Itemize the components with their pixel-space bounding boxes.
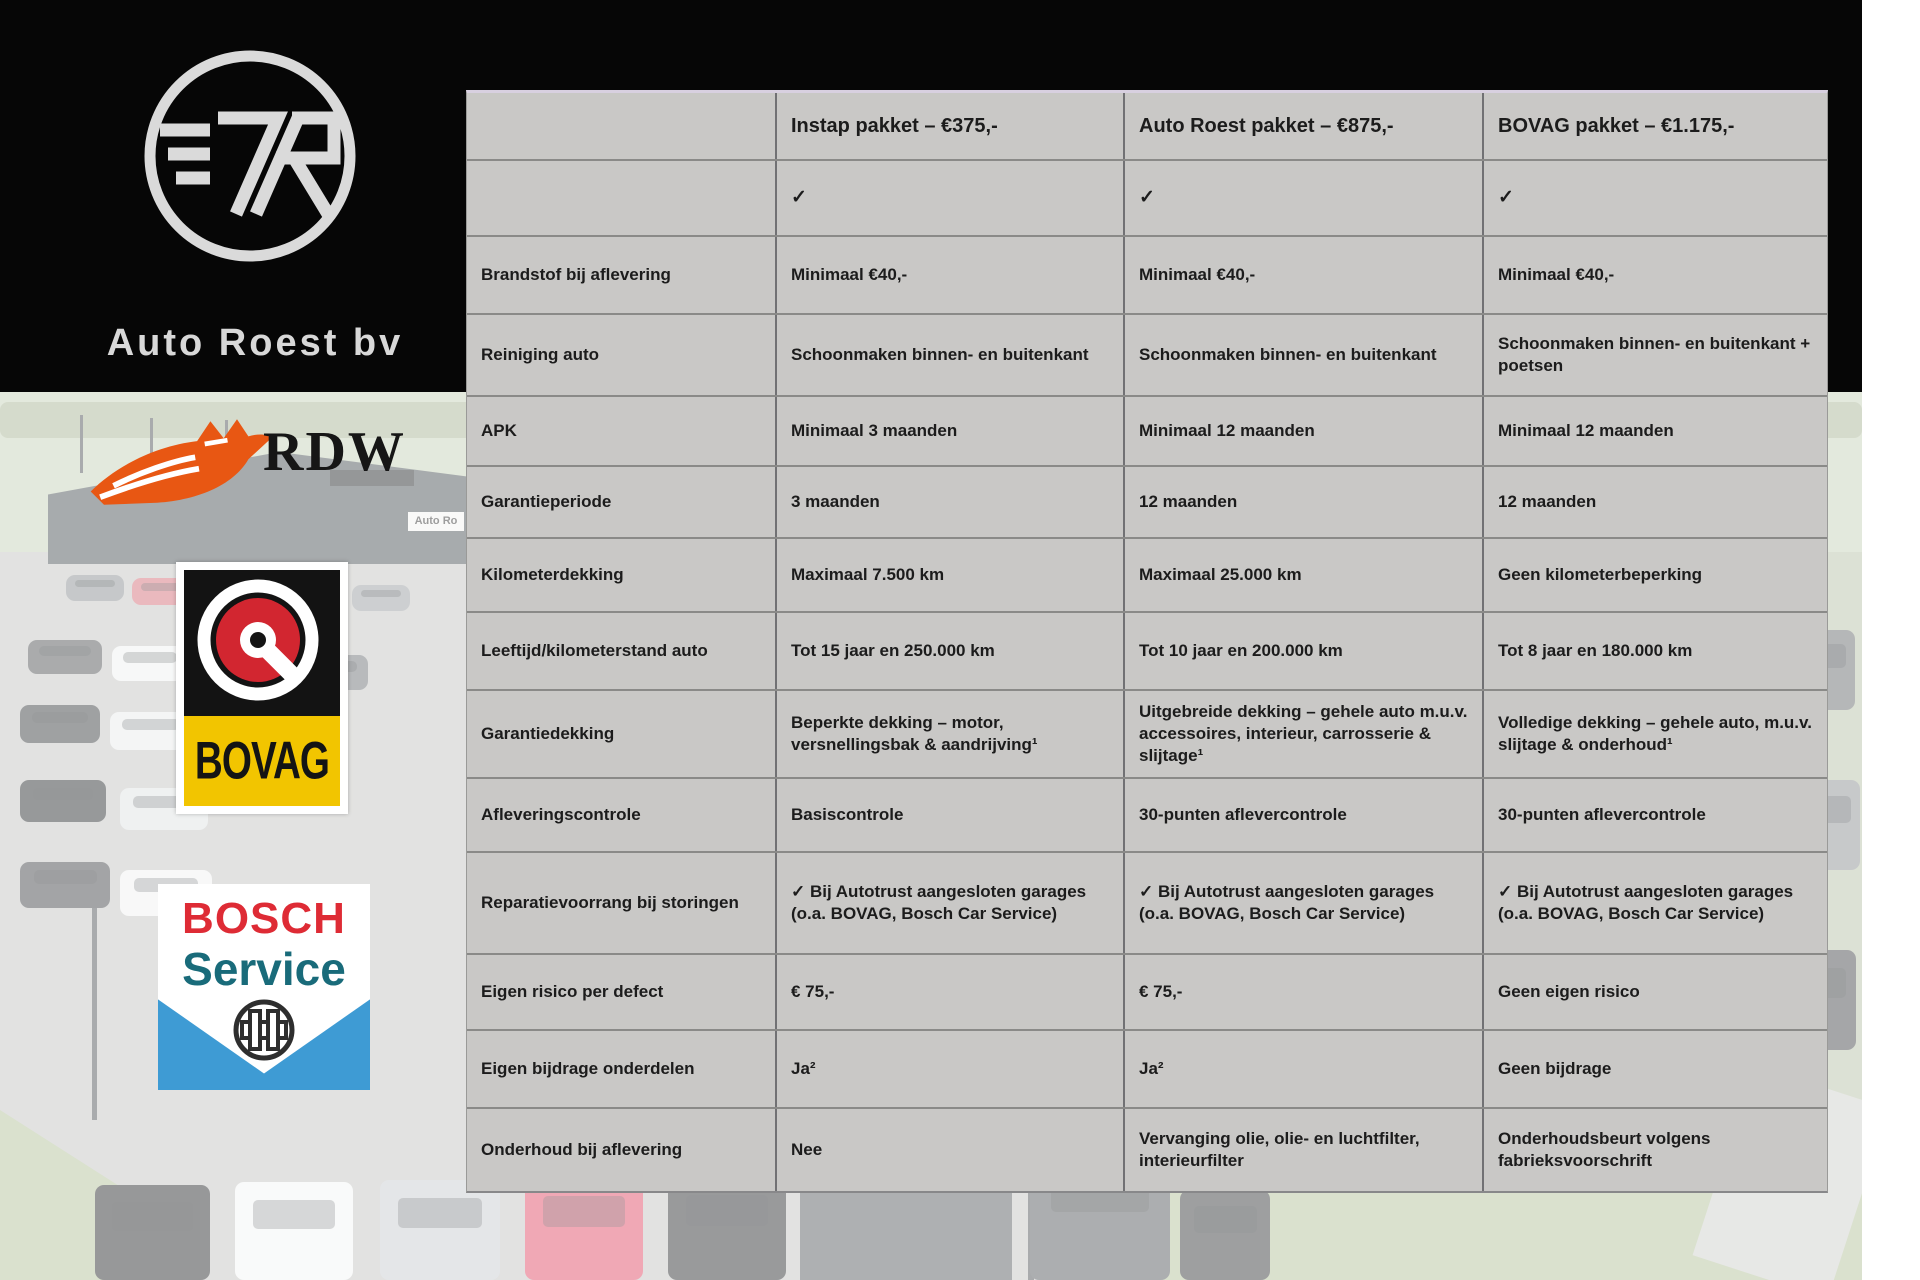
row-value: € 75,-	[1125, 955, 1484, 1029]
row-value: ✓	[1498, 186, 1514, 208]
auto-roest-logo-icon	[130, 36, 370, 276]
row-value: Tot 8 jaar en 180.000 km	[1498, 640, 1693, 660]
table-row	[467, 853, 1827, 955]
table-row	[467, 467, 1827, 539]
package-table-rows	[467, 161, 1827, 1191]
table-row	[467, 237, 1827, 315]
row-value: Schoonmaken binnen- en buitenkant	[777, 315, 1125, 395]
row-value: Nee	[777, 1109, 1125, 1191]
row-value: ✓ Bij Autotrust aangesloten garages (o.a. BOVAG, Bosch Car Service)	[1498, 881, 1794, 923]
row-value: Vervanging olie, olie- en luchtfilter, interieurfilter	[1125, 1109, 1484, 1191]
table-row	[467, 315, 1827, 397]
table-row	[467, 397, 1827, 467]
row-value: 12 maanden	[1498, 491, 1597, 511]
row-label: Onderhoud bij aflevering	[467, 1109, 777, 1191]
row-value: Schoonmaken binnen- en buitenkant	[1125, 315, 1484, 395]
row-value: ✓	[777, 161, 1125, 235]
table-header-row	[467, 93, 1827, 161]
bovag-wrench-icon	[184, 570, 340, 716]
bosch-service-logo	[158, 884, 370, 1090]
row-value: Geen eigen risico	[1498, 981, 1640, 1001]
table-row	[467, 539, 1827, 613]
table-row	[467, 613, 1827, 691]
row-value: 12 maanden	[1125, 467, 1484, 537]
row-value: Basiscontrole	[777, 779, 1125, 851]
row-value: Minimaal 12 maanden	[1498, 420, 1674, 440]
rdw-swoosh-icon	[85, 408, 275, 518]
dealer-name: Auto Roest bv	[106, 322, 404, 364]
row-value: 30-punten aflevercontrole	[1125, 779, 1484, 851]
header-cell-bovag: BOVAG pakket – €1.175,-	[1498, 115, 1735, 137]
row-value: 30-punten aflevercontrole	[1498, 804, 1706, 824]
bosch-armature-icon	[230, 996, 298, 1064]
table-row	[467, 161, 1827, 237]
bovag-wordmark-band	[184, 716, 340, 806]
row-value: Tot 10 jaar en 200.000 km	[1125, 613, 1484, 689]
row-value: Maximaal 25.000 km	[1125, 539, 1484, 611]
header-cell-auto-roest: Auto Roest pakket – €875,-	[1125, 93, 1484, 159]
header-cell-empty	[467, 93, 777, 159]
header-cell-instap: Instap pakket – €375,-	[777, 93, 1125, 159]
bosch-service-wordmark: Service	[182, 943, 346, 995]
row-value: Minimaal €40,-	[777, 237, 1125, 313]
bovag-wordmark: BOVAG	[194, 731, 330, 790]
row-value: Onderhoudsbeurt volgens fabrieksvoorschrift	[1498, 1128, 1711, 1170]
table-row	[467, 1031, 1827, 1109]
rdw-logo	[85, 408, 415, 518]
row-value: Beperkte dekking – motor, versnellingsbak & aandrijving¹	[777, 691, 1125, 777]
row-value: Geen kilometerbeperking	[1498, 564, 1703, 584]
table-row	[467, 691, 1827, 779]
row-label: Reparatievoorrang bij storingen	[467, 853, 777, 953]
row-value: Minimaal 3 maanden	[777, 397, 1125, 465]
row-value: ✓ Bij Autotrust aangesloten garages (o.a. BOVAG, Bosch Car Service)	[777, 853, 1125, 953]
row-label: Kilometerdekking	[467, 539, 777, 611]
row-label: Leeftijd/kilometerstand auto	[467, 613, 777, 689]
row-label: Afleveringscontrole	[467, 779, 777, 851]
table-row	[467, 955, 1827, 1031]
row-label: APK	[467, 397, 777, 465]
row-value: Minimaal €40,-	[1498, 264, 1615, 284]
bovag-logo	[176, 562, 348, 814]
row-value: ✓	[1125, 161, 1484, 235]
rdw-wordmark: RDW	[263, 421, 406, 483]
table-row	[467, 779, 1827, 853]
row-value: Ja²	[777, 1031, 1125, 1107]
row-label: Eigen bijdrage onderdelen	[467, 1031, 777, 1107]
table-row	[467, 1109, 1827, 1191]
row-label	[467, 161, 777, 235]
row-value: Geen bijdrage	[1498, 1058, 1612, 1078]
bosch-wordmark: BOSCH	[182, 894, 346, 943]
row-value: Schoonmaken binnen- en buitenkant + poetsen	[1498, 333, 1811, 375]
row-value: Minimaal €40,-	[1125, 237, 1484, 313]
row-value: Volledige dekking – gehele auto, m.u.v. slijtage & onderhoud¹	[1498, 712, 1812, 754]
row-label: Eigen risico per defect	[467, 955, 777, 1029]
row-value: Maximaal 7.500 km	[777, 539, 1125, 611]
row-value: Minimaal 12 maanden	[1125, 397, 1484, 465]
row-value: Tot 15 jaar en 250.000 km	[777, 613, 1125, 689]
row-label: Garantieperiode	[467, 467, 777, 537]
row-value: 3 maanden	[777, 467, 1125, 537]
row-value: Uitgebreide dekking – gehele auto m.u.v. accessoires, interieur, carrosserie & slijtage¹	[1125, 691, 1484, 777]
row-value: ✓ Bij Autotrust aangesloten garages (o.a. BOVAG, Bosch Car Service)	[1125, 853, 1484, 953]
row-label: Reiniging auto	[467, 315, 777, 395]
row-value: € 75,-	[777, 955, 1125, 1029]
row-value: Ja²	[1125, 1031, 1484, 1107]
row-label: Garantiedekking	[467, 691, 777, 777]
package-comparison-table	[466, 90, 1828, 1193]
bovag-emblem	[184, 570, 340, 716]
row-label: Brandstof bij aflevering	[467, 237, 777, 313]
